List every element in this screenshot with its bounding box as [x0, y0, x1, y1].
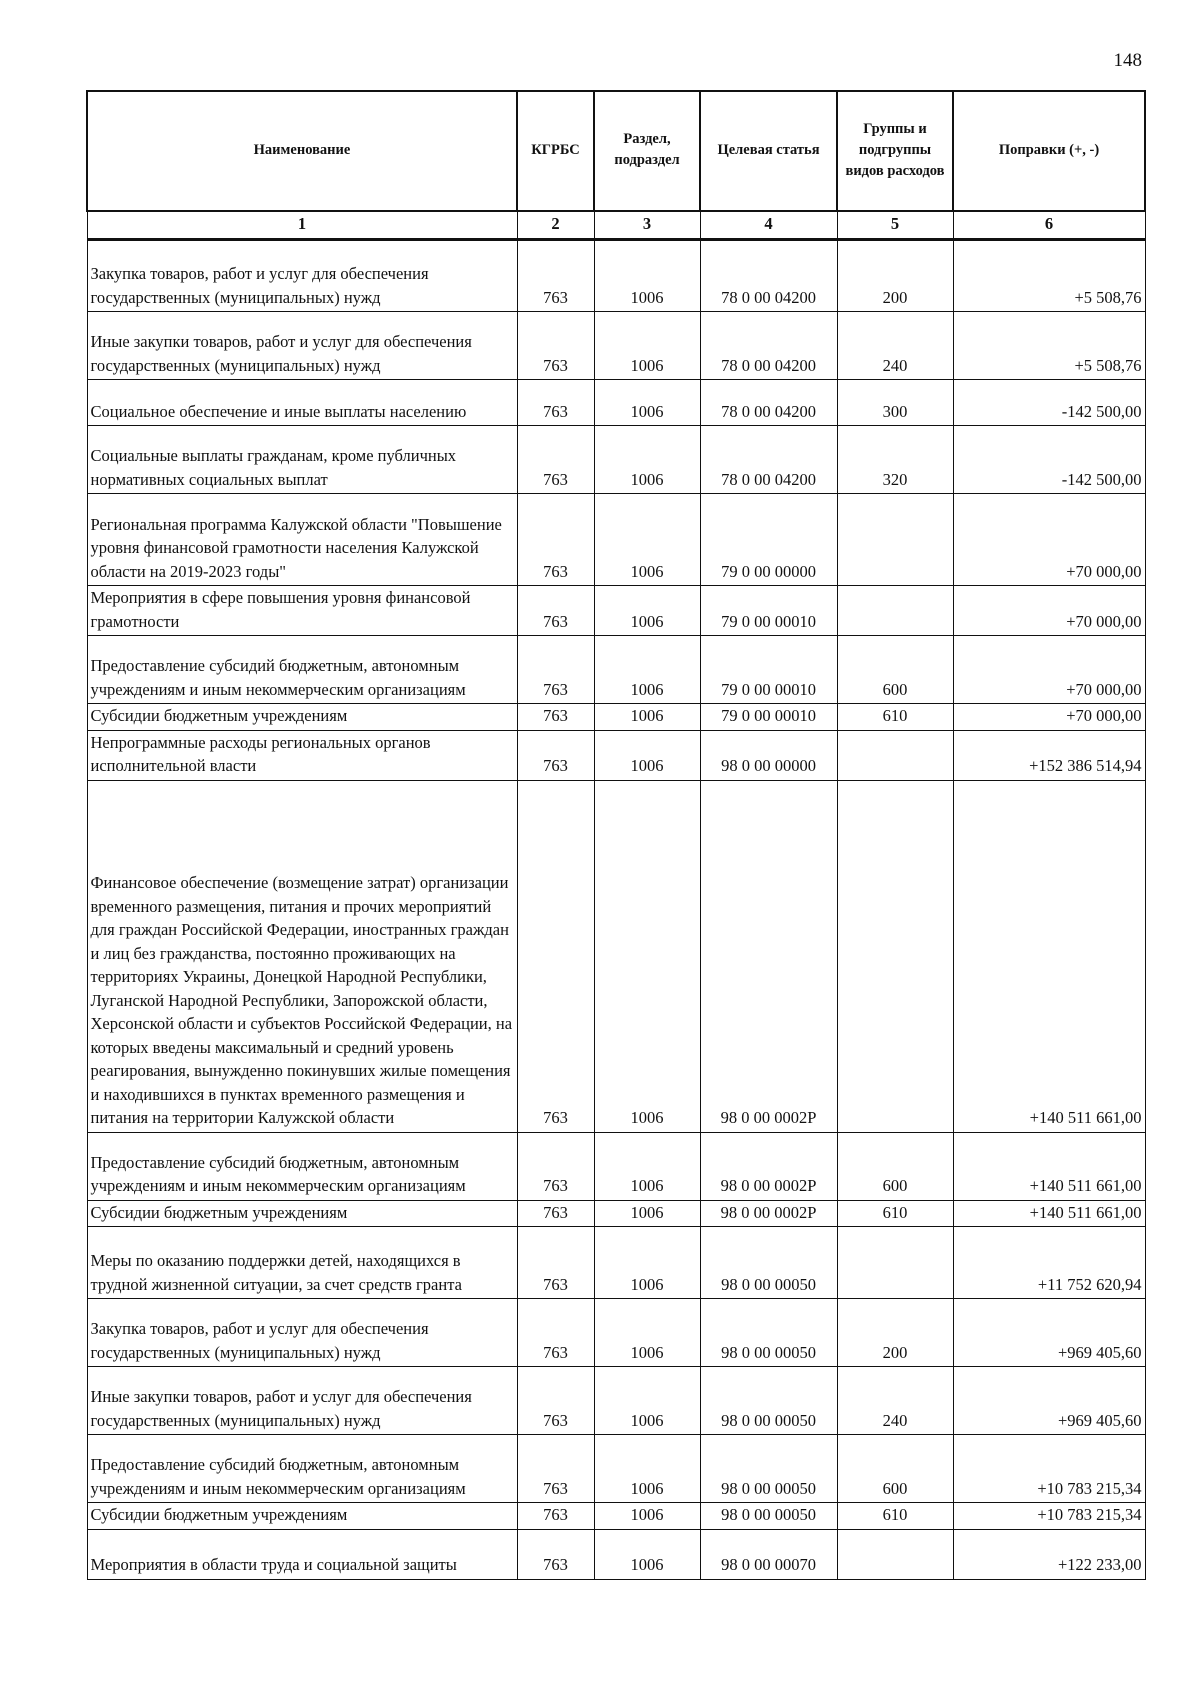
cell-section: 1006	[594, 1503, 700, 1530]
column-number: 3	[594, 211, 700, 240]
table-row	[87, 426, 1145, 494]
cell-expense-group	[837, 586, 953, 636]
cell-name: Мероприятия в сфере повышения уровня финансовой грамотности	[87, 586, 517, 636]
cell-target-article: 79 0 00 00010	[700, 636, 837, 704]
cell-expense-group: 610	[837, 1200, 953, 1227]
cell-kgrbs: 763	[517, 636, 594, 704]
cell-kgrbs: 763	[517, 1299, 594, 1367]
table-row	[87, 636, 1145, 704]
cell-expense-group: 610	[837, 704, 953, 731]
cell-amendment: +70 000,00	[953, 494, 1145, 586]
cell-section: 1006	[594, 312, 700, 380]
table-row	[87, 1200, 1145, 1227]
cell-section: 1006	[594, 586, 700, 636]
cell-target-article: 98 0 00 00000	[700, 730, 837, 780]
cell-amendment: +5 508,76	[953, 312, 1145, 380]
column-number-row	[87, 211, 1145, 240]
cell-kgrbs: 763	[517, 240, 594, 312]
budget-table	[86, 90, 1146, 1580]
cell-name: Предоставление субсидий бюджетным, автономным учреждениям и иным некоммерческим организациям	[87, 1435, 517, 1503]
cell-amendment: +152 386 514,94	[953, 730, 1145, 780]
cell-kgrbs: 763	[517, 1529, 594, 1579]
cell-section: 1006	[594, 636, 700, 704]
table-row	[87, 704, 1145, 731]
cell-name: Социальное обеспечение и иные выплаты населению	[87, 380, 517, 426]
cell-expense-group: 200	[837, 240, 953, 312]
table-row	[87, 494, 1145, 586]
cell-amendment: +5 508,76	[953, 240, 1145, 312]
cell-expense-group	[837, 1529, 953, 1579]
cell-section: 1006	[594, 704, 700, 731]
cell-target-article: 78 0 00 04200	[700, 380, 837, 426]
cell-amendment: +10 783 215,34	[953, 1435, 1145, 1503]
cell-name: Предоставление субсидий бюджетным, автономным учреждениям и иным некоммерческим организациям	[87, 1132, 517, 1200]
column-number: 5	[837, 211, 953, 240]
cell-name: Финансовое обеспечение (возмещение затрат) организации временного размещения, питания и прочих мероприятий для граждан Российской Федерации, иностранных граждан и лиц без гражданства, постоянно проживающих на территориях Украины, Донецкой Народной Республики, Луганской Народной Республики, Запорожской области, Херсонской области и субъектов Российской Федерации, на которых введены максимальный и средний уровень реагирования, вынужденно покинувших жилые помещения и находившихся в пунктах временного размещения и питания на территории Калужской области	[87, 780, 517, 1132]
cell-amendment: +969 405,60	[953, 1299, 1145, 1367]
cell-amendment: +70 000,00	[953, 636, 1145, 704]
cell-expense-group: 200	[837, 1299, 953, 1367]
cell-kgrbs: 763	[517, 1503, 594, 1530]
cell-section: 1006	[594, 1435, 700, 1503]
cell-expense-group	[837, 1227, 953, 1299]
cell-kgrbs: 763	[517, 426, 594, 494]
cell-target-article: 98 0 00 0002Р	[700, 780, 837, 1132]
cell-amendment: +11 752 620,94	[953, 1227, 1145, 1299]
cell-name: Закупка товаров, работ и услуг для обеспечения государственных (муниципальных) нужд	[87, 240, 517, 312]
cell-expense-group: 600	[837, 1435, 953, 1503]
page-number: 148	[1113, 50, 1142, 71]
cell-name: Социальные выплаты гражданам, кроме публичных нормативных социальных выплат	[87, 426, 517, 494]
table-row	[87, 380, 1145, 426]
cell-expense-group: 240	[837, 1367, 953, 1435]
table-row	[87, 1435, 1145, 1503]
column-number: 2	[517, 211, 594, 240]
cell-amendment: +140 511 661,00	[953, 1132, 1145, 1200]
table-row	[87, 240, 1145, 312]
header-name: Наименование	[87, 91, 517, 211]
cell-section: 1006	[594, 1367, 700, 1435]
table-row	[87, 1132, 1145, 1200]
cell-name: Субсидии бюджетным учреждениям	[87, 1200, 517, 1227]
cell-kgrbs: 763	[517, 780, 594, 1132]
cell-kgrbs: 763	[517, 494, 594, 586]
cell-name: Иные закупки товаров, работ и услуг для обеспечения государственных (муниципальных) нужд	[87, 312, 517, 380]
header-row	[87, 91, 1145, 211]
cell-kgrbs: 763	[517, 1200, 594, 1227]
cell-expense-group	[837, 780, 953, 1132]
cell-target-article: 79 0 00 00010	[700, 704, 837, 731]
table-row	[87, 1227, 1145, 1299]
cell-amendment: +140 511 661,00	[953, 780, 1145, 1132]
cell-section: 1006	[594, 730, 700, 780]
cell-name: Субсидии бюджетным учреждениям	[87, 704, 517, 731]
table-body	[87, 240, 1145, 1580]
table-row	[87, 780, 1145, 1132]
cell-name: Предоставление субсидий бюджетным, автономным учреждениям и иным некоммерческим организациям	[87, 636, 517, 704]
cell-kgrbs: 763	[517, 1132, 594, 1200]
cell-section: 1006	[594, 780, 700, 1132]
cell-kgrbs: 763	[517, 1367, 594, 1435]
cell-target-article: 98 0 00 0002Р	[700, 1200, 837, 1227]
cell-kgrbs: 763	[517, 586, 594, 636]
cell-target-article: 98 0 00 00050	[700, 1435, 837, 1503]
cell-target-article: 78 0 00 04200	[700, 312, 837, 380]
cell-name: Меры по оказанию поддержки детей, находящихся в трудной жизненной ситуации, за счет средств гранта	[87, 1227, 517, 1299]
header-kgrbs: КГРБС	[517, 91, 594, 211]
cell-section: 1006	[594, 240, 700, 312]
column-number: 1	[87, 211, 517, 240]
header-target-article: Целевая статья	[700, 91, 837, 211]
cell-section: 1006	[594, 426, 700, 494]
cell-target-article: 79 0 00 00010	[700, 586, 837, 636]
cell-section: 1006	[594, 1529, 700, 1579]
cell-kgrbs: 763	[517, 730, 594, 780]
cell-target-article: 98 0 00 00050	[700, 1299, 837, 1367]
cell-amendment: -142 500,00	[953, 426, 1145, 494]
cell-amendment: +969 405,60	[953, 1367, 1145, 1435]
table-row	[87, 1367, 1145, 1435]
cell-kgrbs: 763	[517, 1227, 594, 1299]
cell-name: Региональная программа Калужской области "Повышение уровня финансовой грамотности населения Калужской области на 2019-2023 годы"	[87, 494, 517, 586]
cell-target-article: 78 0 00 04200	[700, 426, 837, 494]
cell-section: 1006	[594, 1132, 700, 1200]
cell-expense-group	[837, 730, 953, 780]
cell-name: Иные закупки товаров, работ и услуг для обеспечения государственных (муниципальных) нужд	[87, 1367, 517, 1435]
cell-kgrbs: 763	[517, 312, 594, 380]
table-row	[87, 312, 1145, 380]
cell-section: 1006	[594, 494, 700, 586]
cell-expense-group: 300	[837, 380, 953, 426]
cell-target-article: 98 0 00 00050	[700, 1227, 837, 1299]
table-row	[87, 730, 1145, 780]
header-expense-group: Группы и подгруппы видов расходов	[837, 91, 953, 211]
table-row	[87, 1529, 1145, 1579]
column-number: 6	[953, 211, 1145, 240]
cell-expense-group: 600	[837, 636, 953, 704]
cell-kgrbs: 763	[517, 704, 594, 731]
cell-amendment: +10 783 215,34	[953, 1503, 1145, 1530]
cell-expense-group: 240	[837, 312, 953, 380]
cell-section: 1006	[594, 1200, 700, 1227]
cell-expense-group	[837, 494, 953, 586]
table-row	[87, 586, 1145, 636]
cell-kgrbs: 763	[517, 1435, 594, 1503]
cell-section: 1006	[594, 1227, 700, 1299]
cell-amendment: +140 511 661,00	[953, 1200, 1145, 1227]
cell-target-article: 98 0 00 0002Р	[700, 1132, 837, 1200]
cell-name: Мероприятия в области труда и социальной защиты	[87, 1529, 517, 1579]
column-number: 4	[700, 211, 837, 240]
cell-name: Непрограммные расходы региональных органов исполнительной власти	[87, 730, 517, 780]
cell-expense-group: 320	[837, 426, 953, 494]
cell-target-article: 78 0 00 04200	[700, 240, 837, 312]
cell-target-article: 79 0 00 00000	[700, 494, 837, 586]
cell-target-article: 98 0 00 00050	[700, 1367, 837, 1435]
cell-target-article: 98 0 00 00070	[700, 1529, 837, 1579]
cell-amendment: -142 500,00	[953, 380, 1145, 426]
table-row	[87, 1503, 1145, 1530]
header-section: Раздел, подраздел	[594, 91, 700, 211]
cell-amendment: +70 000,00	[953, 586, 1145, 636]
cell-expense-group: 610	[837, 1503, 953, 1530]
cell-section: 1006	[594, 380, 700, 426]
cell-amendment: +70 000,00	[953, 704, 1145, 731]
table-row	[87, 1299, 1145, 1367]
header-amendments: Поправки (+, -)	[953, 91, 1145, 211]
cell-section: 1006	[594, 1299, 700, 1367]
cell-target-article: 98 0 00 00050	[700, 1503, 837, 1530]
cell-name: Закупка товаров, работ и услуг для обеспечения государственных (муниципальных) нужд	[87, 1299, 517, 1367]
cell-expense-group: 600	[837, 1132, 953, 1200]
cell-kgrbs: 763	[517, 380, 594, 426]
cell-name: Субсидии бюджетным учреждениям	[87, 1503, 517, 1530]
cell-amendment: +122 233,00	[953, 1529, 1145, 1579]
